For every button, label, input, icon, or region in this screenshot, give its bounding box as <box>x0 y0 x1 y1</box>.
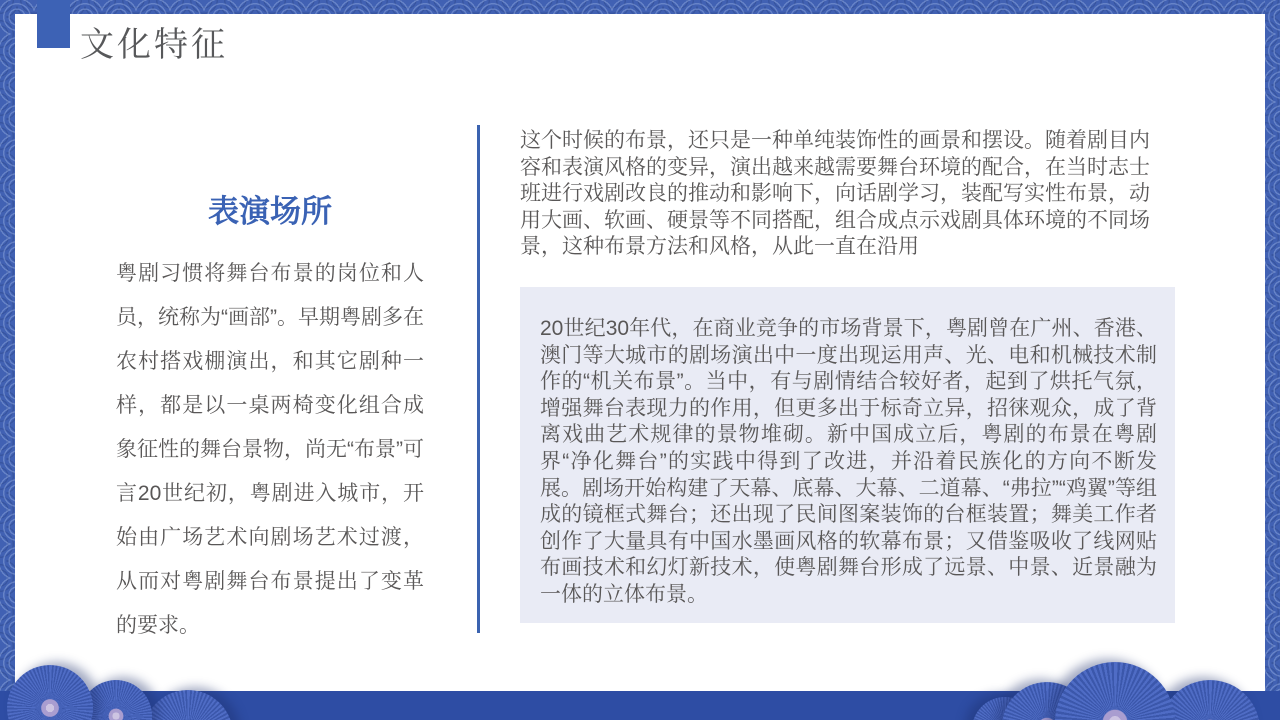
slide-title: 文化特征 <box>80 27 228 64</box>
right-border-wave-pattern <box>1265 0 1280 720</box>
left-panel <box>98 192 442 648</box>
title-accent-square <box>37 0 70 48</box>
left-border-wave-pattern <box>0 0 15 720</box>
fan-ornament-icon <box>7 665 93 720</box>
fan-ornament-icon <box>1055 662 1175 720</box>
left-panel-heading: 表演场所 <box>208 194 332 229</box>
highlight-box-paragraph: 20世纪30年代，在商业竞争的市场背景下，粤剧曾在广州、香港、澳门等大城市的剧场演出中一度出现运用声、光、电和机械技术制作的“机关布景”。当中，有与剧情结合较好者，起到了烘托气氛，增强舞台表现力的作用，但更多出于标奇立异，招徕观众，成了背离戏曲艺术规律的景物堆砌。新中国成立后，粤剧的布景在粤剧界“净化舞台”的实践中得到了改进，并沿着民族化的方向不断发展。剧场开始构建了天幕、底幕、大幕、二道幕、“弗拉”“鸡翼”等组成的镜框式舞台；还出现了民间图案装饰的台框装置；舞美工作者创作了大量具有中国水墨画风格的软幕布景；又借鉴吸收了线网贴布画技术和幻灯新技术，使粤剧舞台形成了远景、中景、近景融为一体的立体布景。 <box>540 317 1157 606</box>
top-border-wave-pattern <box>0 0 1280 14</box>
fan-ornament-icon <box>1160 680 1260 720</box>
left-panel-paragraph: 粤剧习惯将舞台布景的岗位和人员，统称为“画部”。早期粤剧多在农村搭戏棚演出，和其它剧种一样，都是以一桌两椅变化组合成象征性的舞台景物，尚无“布景”可言20世纪初，粤剧进入城市，开始由广场艺术向剧场艺术过渡，从而对粤剧舞台布景提出了变革的要求。 <box>116 262 424 637</box>
column-divider-line <box>477 125 480 633</box>
highlight-box <box>520 287 1175 623</box>
right-panel-intro-paragraph: 这个时候的布景，还只是一种单纯装饰性的画景和摆设。随着剧目内容和表演风格的变异，演出越来越需要舞台环境的配合，在当时志士班进行戏剧改良的推动和影响下，向话剧学习，装配写实性布景，动用大画、软画、硬景等不同搭配，组合成点示戏剧具体环境的不同场景，这种布景方法和风格，从此一直在沿用 <box>520 129 1150 258</box>
